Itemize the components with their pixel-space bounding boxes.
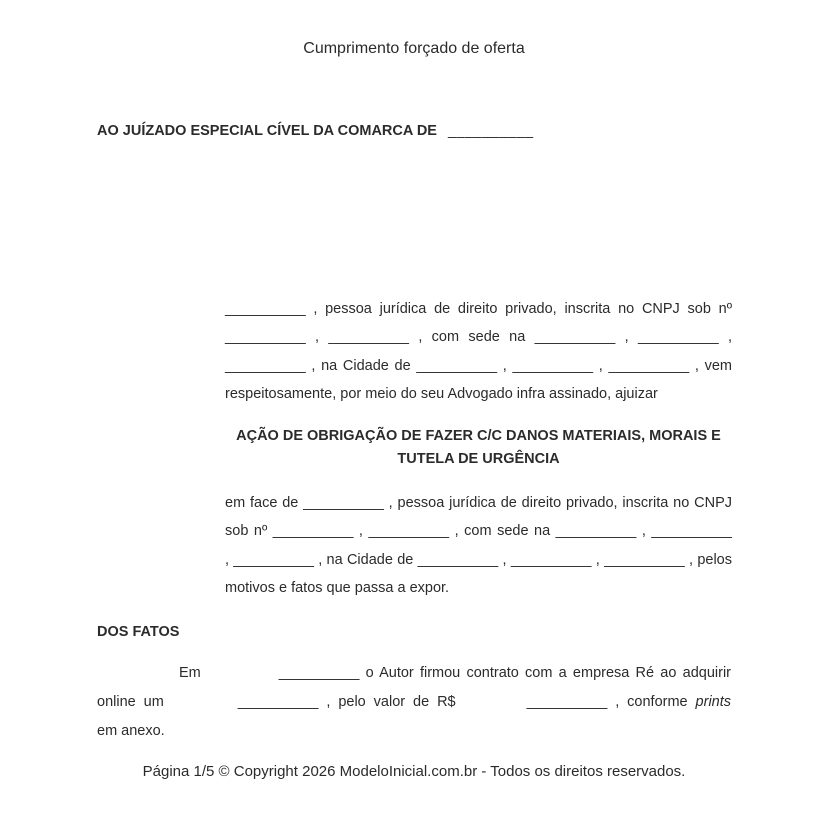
paragraph-line: motivos e fatos que passa a expor. bbox=[225, 580, 450, 597]
facts-text: online um bbox=[97, 693, 164, 710]
plaintiff-qualification-paragraph bbox=[225, 295, 732, 409]
defendant-qualification-paragraph bbox=[225, 489, 732, 603]
blank-gap-spacer bbox=[201, 676, 279, 677]
page-footer-copyright: Página 1/5 © Copyright 2026 ModeloInicial.com.br - Todos os direitos reservados. bbox=[142, 763, 686, 780]
facts-line: em anexo. bbox=[97, 722, 165, 739]
paragraph-line: __________ , __________ , com sede na __________ , __________ , bbox=[225, 329, 732, 346]
facts-line bbox=[97, 659, 731, 688]
facts-line bbox=[97, 688, 731, 717]
date-blank-field: __________ bbox=[278, 665, 360, 681]
facts-text: Em bbox=[179, 665, 201, 681]
facts-text: o Autor firmou contrato com a empresa Ré ao adquirir bbox=[359, 665, 731, 681]
first-line-indent-spacer bbox=[97, 676, 179, 677]
addressee-label: AO JUÍZADO ESPECIAL CÍVEL DA COMARCA DE bbox=[97, 123, 437, 139]
addressee-blank-field: __________ bbox=[447, 123, 534, 139]
product-blank-field: __________ bbox=[237, 693, 319, 710]
action-title-heading bbox=[225, 425, 732, 471]
paragraph-line: , __________ , na Cidade de __________ , __________ , __________ , pelos bbox=[225, 551, 732, 568]
document-title: Cumprimento forçado de oferta bbox=[303, 40, 525, 57]
section-heading-dos-fatos: DOS FATOS bbox=[97, 624, 180, 640]
facts-paragraph bbox=[97, 659, 731, 745]
paragraph-line: em face de __________ , pessoa jurídica de direito privado, inscrita no CNPJ bbox=[225, 495, 732, 511]
facts-italic-word: prints bbox=[695, 693, 732, 710]
paragraph-line: sob nº __________ , __________ , com sede na __________ , __________ bbox=[225, 523, 732, 540]
value-blank-field: __________ bbox=[526, 693, 608, 710]
action-title-line: TUTELA DE URGÊNCIA bbox=[397, 451, 560, 467]
action-title-line: AÇÃO DE OBRIGAÇÃO DE FAZER C/C DANOS MATERIAIS, MORAIS E bbox=[236, 428, 721, 444]
paragraph-line: __________ , pessoa jurídica de direito privado, inscrita no CNPJ sob nº bbox=[225, 301, 732, 317]
blank-gap-spacer bbox=[456, 705, 527, 706]
blank-gap-spacer bbox=[164, 705, 238, 706]
facts-text: , conforme bbox=[607, 693, 696, 710]
addressee-line bbox=[97, 123, 797, 139]
paragraph-line: __________ , na Cidade de __________ , __________ , __________ , vem bbox=[225, 357, 732, 374]
facts-text: , pelo valor de R$ bbox=[318, 693, 456, 710]
paragraph-line: respeitosamente, por meio do seu Advogado infra assinado, ajuizar bbox=[225, 386, 658, 403]
